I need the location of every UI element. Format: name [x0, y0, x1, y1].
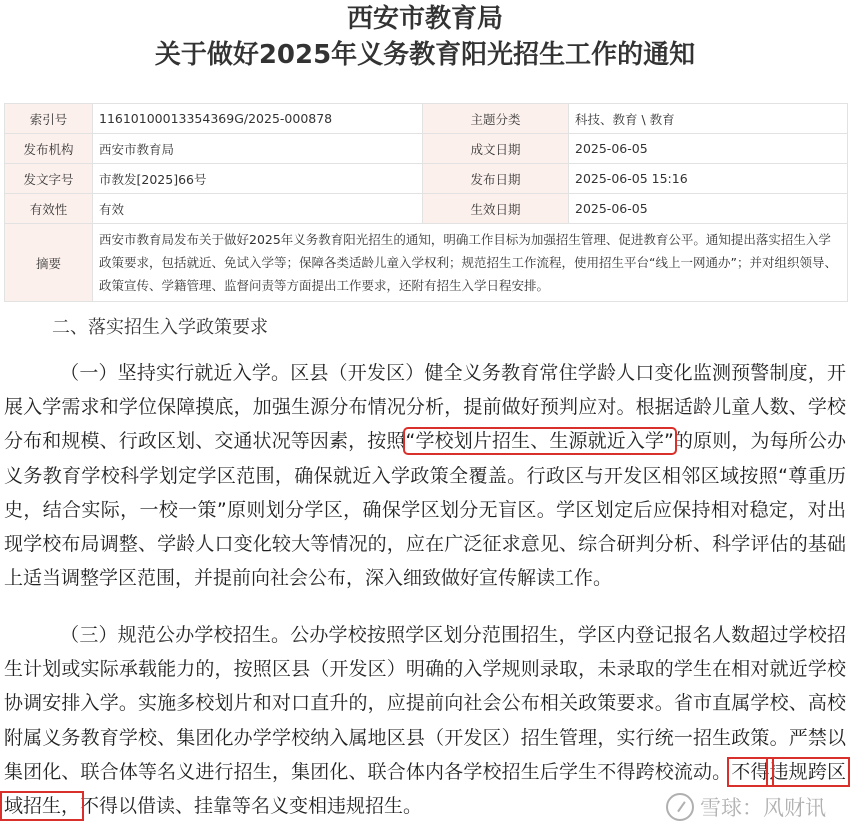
- index-label: 索引号: [5, 104, 93, 134]
- paragraph-text: 不得以借读、挂靠等名义变相违规招生。: [80, 795, 423, 818]
- table-row: [5, 104, 848, 134]
- watermark-text: 雪球：风财讯: [700, 796, 826, 820]
- created-date-value: 2025-06-05: [569, 134, 848, 164]
- paragraph-text: 的原则，为每所公办义务教育学校科学划定学区范围，确保就近入学政策全覆盖。行政区与开发区相邻区域按照“尊重历史，结合实际，一校一策”原则划分学区，确保学区划分无盲区。学区划定后应保持相对稳定，对出现学校布局调整、学龄人口变化较大等情况的，应在广泛征求意见、综合研判分析、科学评估的基础上适当调整学区范围，并提前向社会公布，深入细致做好宣传解读工作。: [4, 430, 846, 590]
- document-number-value: 市教发[2025]66号: [93, 164, 423, 194]
- paragraph-text: （三）规范公办学校招生。公办学校按照学区划分范围招生，学区内登记报名人数超过学校招生计划或实际承载能力的，按照区县（开发区）明确的入学规则录取，未录取的学生在相对就近学校协调安排入学。实施多校划片和对口直升的，应提前向社会公布相关政策要求。省市直属学校、高校附属义务教育学校、集团化办学学校纳入属地区县（开发区）招生管理，实行统一招生政策。严禁以集团化、联合体等名义进行招生，集团化、联合体内各学校招生后学生不得跨校流动。: [4, 624, 846, 783]
- table-row: [5, 164, 848, 194]
- document-metadata-table: [4, 103, 848, 302]
- paragraph-nearby-enrollment: [4, 356, 846, 595]
- published-date-value: 2025-06-05 15:16: [569, 164, 848, 194]
- validity-value: 有效: [93, 194, 423, 224]
- issuer-value: 西安市教育局: [93, 134, 423, 164]
- snowball-watermark: [666, 792, 826, 822]
- section-heading: 二、落实招生入学政策要求: [52, 317, 268, 338]
- published-date-label: 发布日期: [423, 164, 569, 194]
- highlighted-phrase: “学校划片招生、生源就近入学”: [405, 430, 674, 453]
- highlighted-phrase: 违规跨区域招生，: [4, 760, 846, 818]
- summary-value: 西安市教育局发布关于做好2025年义务教育阳光招生的通知，明确工作目标为加强招生管理、促进教育公平。通知提出落实招生入学政策要求，包括就近、免试入学等；保障各类适龄儿童入学权利；规范招生工作流程，使用招生平台“线上一网通办”；并对组织领导、政策宣传、学籍管理、监督问责等方面提出工作要求，还附有招生入学日程安排。: [93, 224, 848, 302]
- document-number-label: 发文字号: [5, 164, 93, 194]
- topic-label: 主题分类: [423, 104, 569, 134]
- table-row: [5, 134, 848, 164]
- effective-date-label: 生效日期: [423, 194, 569, 224]
- index-value: 11610100013354369G/2025-000878: [93, 104, 423, 134]
- created-date-label: 成文日期: [423, 134, 569, 164]
- summary-label: 摘要: [5, 224, 93, 302]
- issuer-label: 发布机构: [5, 134, 93, 164]
- paragraph-text: （一）坚持实行就近入学。区县（开发区）健全义务教育常住学龄人口变化监测预警制度，开展入学需求和学位保障摸底，加强生源分布情况分析，提前做好预判应对。根据适龄儿童人数、学校分布和规模、行政区划、交通状况等因素，按照: [4, 362, 846, 453]
- page-title-notice: 关于做好2025年义务教育阳光招生工作的通知: [154, 40, 696, 70]
- topic-value: 科技、教育 \ 教育: [569, 104, 848, 134]
- page-title-issuer: 西安市教育局: [346, 4, 503, 34]
- snowball-logo-icon: [666, 793, 694, 821]
- effective-date-value: 2025-06-05: [569, 194, 848, 224]
- table-row: [5, 194, 848, 224]
- validity-label: 有效性: [5, 194, 93, 224]
- table-row: [5, 224, 848, 302]
- highlighted-phrase: 不得: [731, 760, 770, 783]
